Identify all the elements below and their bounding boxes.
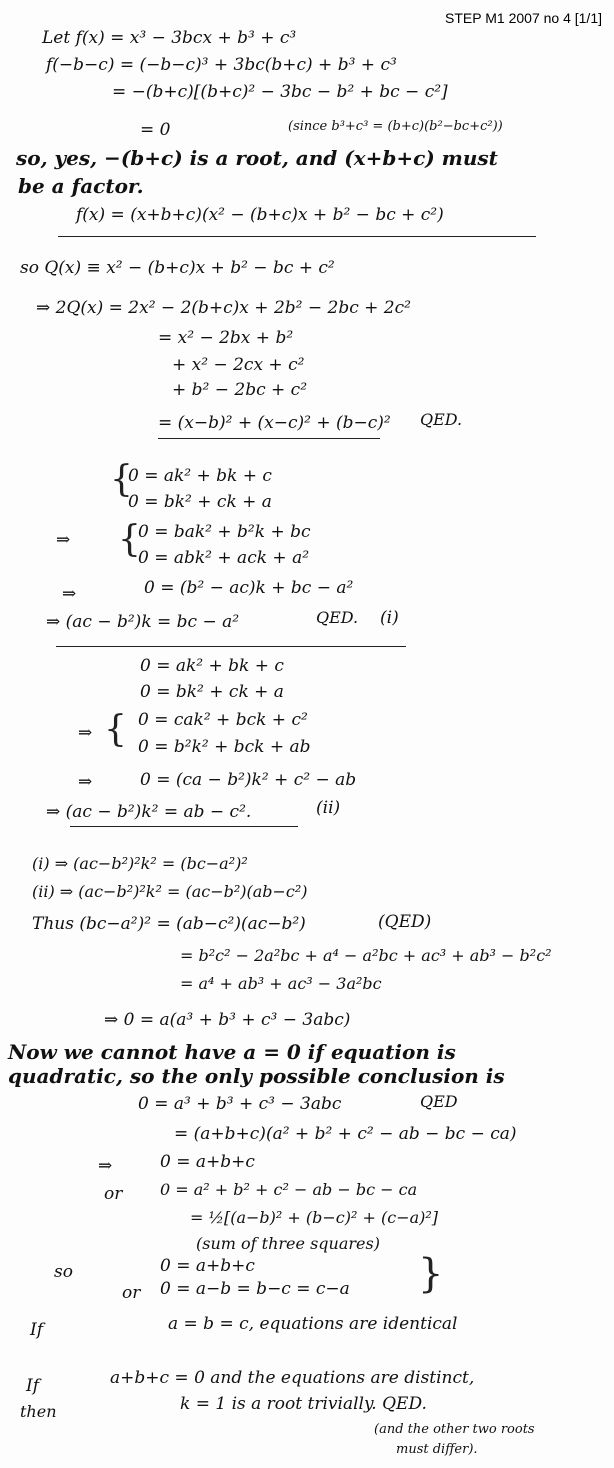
line-sum-squares: = (x−b)² + (x−c)² + (b−c)²	[158, 413, 391, 433]
line-simplified: = a⁴ + ab³ + ac³ − 3a²bc	[180, 974, 382, 993]
line-square-bc: + b² − 2bc + c²	[172, 380, 308, 400]
qed-label: QED.	[316, 608, 359, 627]
line-f-factor-form: f(x) = (x+b+c)(x² − (b+c)x + b² − bc + c²)	[76, 205, 444, 225]
header-label: STEP M1 2007 no 4 [1/1]	[445, 10, 602, 26]
line-cubic-factorised: = (a+b+c)(a² + b² + c² − ab − bc − ca)	[174, 1124, 517, 1144]
line-k-equals-1: k = 1 is a root trivially. QED.	[180, 1394, 427, 1414]
line-eq2: 0 = bk² + ck + a	[128, 492, 272, 512]
line-2q: ⇒ 2Q(x) = 2x² − 2(b+c)x + 2b² − 2bc + 2c²	[36, 298, 411, 318]
implies-arrow: ⇒	[78, 723, 93, 743]
line-quadratic-form-zero: 0 = a² + b² + c² − ab − bc − ca	[160, 1180, 418, 1199]
line-define-q: so Q(x) ≡ x² − (b+c)x + b² − bc + c²	[20, 258, 335, 278]
brace-right: }	[418, 1251, 444, 1297]
line-eq2-times-a: 0 = abk² + ack + a²	[138, 548, 310, 568]
line-f-of-minus-b-c: f(−b−c) = (−b−c)³ + 3bc(b+c) + b³ + c³	[46, 55, 397, 75]
line-result-i: ⇒ (ac − b²)k = bc − a²	[46, 612, 240, 632]
divider-1	[58, 236, 536, 237]
line-subtract-i: 0 = (b² − ac)k + bc − a²	[144, 578, 354, 598]
divider-2	[56, 646, 406, 647]
word-then: then	[20, 1402, 57, 1421]
line-half-squares: = ½[(a−b)² + (b−c)² + (c−a)²]	[190, 1208, 439, 1227]
brace-system-1: {	[110, 459, 133, 500]
line-eq2-times-b: 0 = b²k² + bck + ab	[138, 737, 311, 757]
line-define-f: Let f(x) = x³ − 3bcx + b³ + c³	[42, 28, 297, 48]
line-thus: Thus (bc−a²)² = (ab−c²)(ac−b²)	[32, 914, 306, 934]
underline-sum-squares	[158, 438, 380, 439]
line-eq1-times-b: 0 = bak² + b²k + bc	[138, 522, 311, 542]
line-quadratic-conclusion: quadratic, so the only possible conclusion is	[8, 1064, 505, 1088]
line-expanded: = b²c² − 2a²bc + a⁴ − a²bc + ac³ + ab³ − b²c²	[180, 946, 552, 965]
word-or: or	[104, 1184, 123, 1204]
implies-arrow: ⇒	[78, 772, 93, 792]
line-from-i: (i) ⇒ (ac−b²)²k² = (bc−a²)²	[32, 854, 248, 873]
line-sum-zero-again: 0 = a+b+c	[160, 1256, 255, 1276]
line-eq1: 0 = ak² + bk + c	[128, 466, 272, 486]
line-result-ii: ⇒ (ac − b²)k² = ab − c².	[46, 802, 252, 822]
line-from-ii: (ii) ⇒ (ac−b²)²k² = (ac−b²)(ab−c²)	[32, 882, 308, 901]
line-equals-zero: = 0	[140, 120, 171, 140]
line-factor-a: ⇒ 0 = a(a³ + b³ + c³ − 3abc)	[104, 1010, 351, 1030]
line-subtract-ii: 0 = (ca − b²)k² + c² − ab	[140, 770, 357, 790]
line-identical: a = b = c, equations are identical	[168, 1314, 458, 1334]
line-cubic-zero: 0 = a³ + b³ + c³ − 3abc	[138, 1094, 342, 1114]
implies-arrow: ⇒	[56, 530, 71, 550]
label-i: (i)	[380, 608, 399, 628]
word-if: If	[30, 1320, 44, 1340]
line-now-we-cannot: Now we cannot have a = 0 if equation is	[8, 1040, 456, 1064]
qed-label: (QED)	[378, 912, 432, 932]
note-sum-of-cubes: (since b³+c³ = (b+c)(b²−bc+c²))	[288, 119, 503, 134]
brace-system-3: {	[104, 709, 127, 750]
note-sum-three-squares: (sum of three squares)	[196, 1234, 380, 1253]
qed-label: QED.	[420, 410, 463, 429]
underline-result-ii	[70, 826, 298, 827]
line-sum-zero: 0 = a+b+c	[160, 1152, 255, 1172]
note-other-roots: (and the other two roots	[374, 1422, 535, 1437]
label-ii: (ii)	[316, 798, 341, 818]
line-eq1-times-c: 0 = cak² + bck + c²	[138, 710, 308, 730]
line-eq2-repeat: 0 = bk² + ck + a	[140, 682, 284, 702]
line-factorised: = −(b+c)[(b+c)² − 3bc − b² + bc − c²]	[112, 82, 448, 102]
word-if: If	[26, 1376, 40, 1396]
line-all-equal: 0 = a−b = b−c = c−a	[160, 1279, 350, 1299]
line-so-yes-root: so, yes, −(b+c) is a root, and (x+b+c) must	[16, 146, 498, 170]
qed-label: QED	[420, 1092, 458, 1111]
line-square-c: + x² − 2cx + c²	[172, 355, 305, 375]
brace-system-2: {	[118, 519, 141, 560]
line-square-b: = x² − 2bx + b²	[158, 328, 294, 348]
word-or: or	[122, 1283, 141, 1303]
line-eq1-repeat: 0 = ak² + bk + c	[140, 656, 284, 676]
line-be-a-factor: be a factor.	[18, 174, 144, 198]
implies-arrow: ⇒	[98, 1156, 113, 1176]
implies-arrow: ⇒	[62, 584, 77, 604]
word-so: so	[54, 1262, 73, 1282]
line-distinct: a+b+c = 0 and the equations are distinct,	[110, 1368, 475, 1388]
note-must-differ: must differ).	[396, 1442, 478, 1457]
